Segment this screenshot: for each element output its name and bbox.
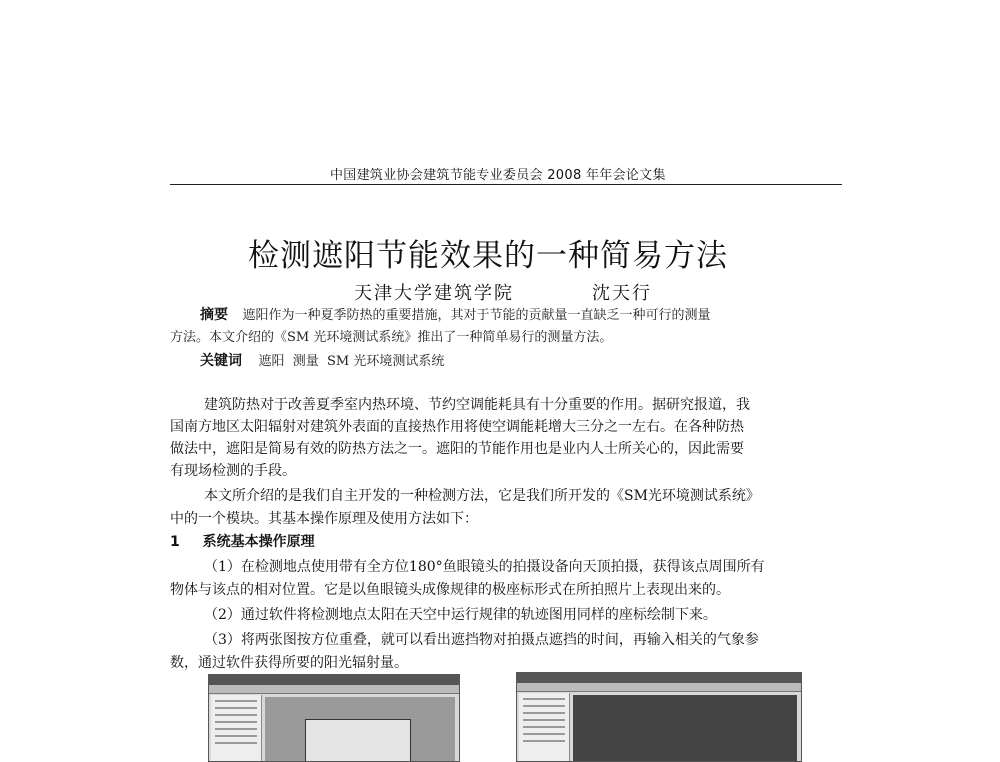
keywords-line	[200, 350, 444, 373]
window-menubar	[517, 683, 801, 692]
window-sidebar	[211, 695, 262, 761]
item-3-line-1: （3）将两张图按方位重叠，就可以看出遮挡物对拍摄点遮挡的时间，再输入相关的气象参	[204, 632, 759, 648]
window-titlebar	[209, 675, 459, 685]
body-p1-line-4: 有现场检测的手段。	[170, 463, 296, 479]
body-p1-line-3: 做法中，遮阳是简易有效的防热方法之一。遮阳的节能作用也是业内人士所关心的，因此需要	[170, 441, 744, 457]
section-heading	[170, 531, 315, 553]
header-rule	[170, 184, 842, 185]
section-title: 系统基本操作原理	[202, 534, 315, 550]
section-number: 1	[170, 534, 180, 550]
abstract-line-2: 方法。本文介绍的《SM 光环境测试系统》推出了一种简单易行的测量方法。	[170, 330, 613, 345]
affiliation: 天津大学建筑学院	[354, 283, 514, 304]
keywords-label: 关键词	[200, 353, 242, 369]
window-titlebar	[517, 673, 801, 683]
body-p2-line-1: 本文所介绍的是我们自主开发的一种检测方法，它是我们所开发的《SM光环境测试系统》	[204, 488, 760, 504]
body-p1-line-1: 建筑防热对于改善夏季室内热环境、节约空调能耗具有十分重要的作用。据研究报道，我	[204, 397, 750, 413]
keywords-text: 遮阳 测量 SM 光环境测试系统	[258, 354, 445, 369]
author: 沈天行	[592, 283, 652, 304]
item-3-line-2: 数，通过软件获得所要的阳光辐射量。	[170, 655, 408, 671]
window-main-pane	[573, 695, 797, 761]
window-dialog	[305, 719, 411, 762]
abstract-text-1: 遮阳作为一种夏季防热的重要措施，其对于节能的贡献量一直缺乏一种可行的测量	[242, 308, 711, 323]
proceedings-header: 中国建筑业协会建筑节能专业委员会 2008 年年会论文集	[330, 168, 666, 183]
window-sidebar	[519, 693, 570, 761]
figure-software-screenshot-right	[516, 672, 802, 762]
paper-title: 检测遮阳节能效果的一种简易方法	[248, 238, 728, 274]
body-p1-line-2: 国南方地区太阳辐射对建筑外表面的直接热作用将使空调能耗增大三分之一左右。在各种防热	[170, 419, 744, 435]
abstract-label: 摘要	[200, 307, 228, 323]
item-1-line-2: 物体与该点的相对位置。它是以鱼眼镜头成像规律的极座标形式在所拍照片上表现出来的。	[170, 582, 730, 598]
abstract-line-1	[200, 304, 710, 327]
item-2: （2）通过软件将检测地点太阳在天空中运行规律的轨迹图用同样的座标绘制下来。	[204, 607, 717, 623]
window-menubar	[209, 685, 459, 694]
item-1-line-1: （1）在检测地点使用带有全方位180°鱼眼镜头的拍摄设备向天顶拍摄，获得该点周围所有	[204, 559, 765, 575]
figure-software-screenshot-left	[208, 674, 460, 762]
body-p2-line-2: 中的一个模块。其基本操作原理及使用方法如下：	[170, 511, 478, 527]
